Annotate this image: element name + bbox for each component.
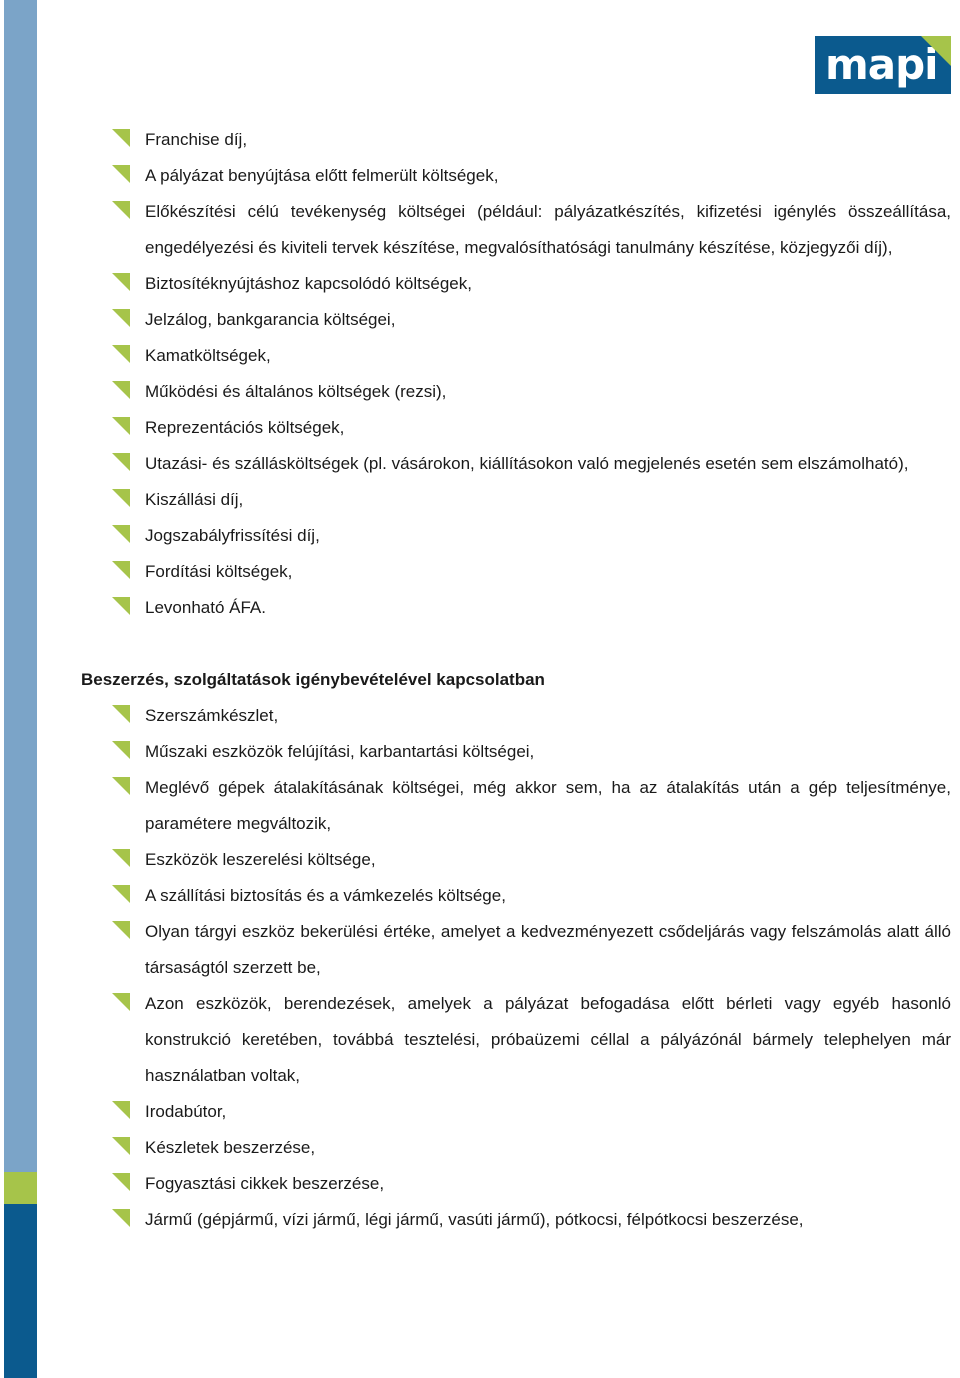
triangle-bullet-icon (112, 705, 130, 723)
list-item-text: Készletek beszerzése, (145, 1138, 316, 1157)
list-item-text: A szállítási biztosítás és a vámkezelés költsége, (145, 886, 506, 905)
list-item (145, 698, 951, 734)
section-heading: Beszerzés, szolgáltatások igénybevételével kapcsolatban (81, 670, 545, 689)
list-item (145, 1130, 951, 1166)
list-item-text: Biztosítéknyújtáshoz kapcsolódó költségek, (145, 274, 472, 293)
document-body (0, 122, 960, 1238)
list-item-text: Jelzálog, bankgarancia költségei, (145, 310, 396, 329)
triangle-bullet-icon (112, 993, 130, 1011)
excluded-costs-list (0, 122, 960, 626)
list-item (145, 1166, 951, 1202)
list-item-text: Jogszabályfrissítési díj, (145, 526, 320, 545)
list-item (145, 266, 951, 302)
list-item (145, 122, 951, 158)
list-item (145, 482, 951, 518)
list-item-text: Irodabútor, (145, 1102, 227, 1121)
triangle-bullet-icon (112, 273, 130, 291)
triangle-bullet-icon (112, 345, 130, 363)
triangle-bullet-icon (112, 201, 130, 219)
logo-accent-triangle (921, 36, 951, 66)
list-item (145, 302, 951, 338)
list-item (145, 914, 951, 986)
triangle-bullet-icon (112, 165, 130, 183)
triangle-bullet-icon (112, 381, 130, 399)
list-item-text: Műszaki eszközök felújítási, karbantartási költségei, (145, 742, 535, 761)
list-item-text: Kiszállási díj, (145, 490, 244, 509)
list-item-text: Szerszámkészlet, (145, 706, 279, 725)
list-item-text: Eszközök leszerelési költsége, (145, 850, 376, 869)
triangle-bullet-icon (112, 1137, 130, 1155)
triangle-bullet-icon (112, 1101, 130, 1119)
list-item (145, 338, 951, 374)
list-item (145, 770, 951, 842)
triangle-bullet-icon (112, 417, 130, 435)
triangle-bullet-icon (112, 129, 130, 147)
procurement-excluded-list (0, 698, 960, 1238)
list-item (145, 518, 951, 554)
triangle-bullet-icon (112, 525, 130, 543)
list-item-text: A pályázat benyújtása előtt felmerült költségek, (145, 166, 499, 185)
list-item (145, 842, 951, 878)
triangle-bullet-icon (112, 1209, 130, 1227)
mapi-logo (815, 36, 951, 94)
list-item (145, 158, 951, 194)
list-item-text: Meglévő gépek átalakításának költségei, még akkor sem, ha az átalakítás után a gép teljesítménye, paramétere megváltozik, (145, 778, 951, 833)
list-item-text: Azon eszközök, berendezések, amelyek a pályázat befogadása előtt bérleti vagy egyéb hasonló konstrukció keretében, továbbá tesztelési, próbaüzemi céllal a pályázónál bármely telephelyen már használatban voltak, (145, 994, 951, 1085)
logo-text: mapi (825, 40, 938, 89)
triangle-bullet-icon (112, 849, 130, 867)
list-item (145, 878, 951, 914)
list-item-text: Kamatköltségek, (145, 346, 271, 365)
list-item-text: Fogyasztási cikkek beszerzése, (145, 1174, 385, 1193)
list-item (145, 1094, 951, 1130)
triangle-bullet-icon (112, 309, 130, 327)
triangle-bullet-icon (112, 597, 130, 615)
list-item-text: Franchise díj, (145, 130, 248, 149)
list-item-text: Jármű (gépjármű, vízi jármű, légi jármű, vasúti jármű), pótkocsi, félpótkocsi beszerzése, (145, 1210, 804, 1229)
triangle-bullet-icon (112, 1173, 130, 1191)
list-item-text: Fordítási költségek, (145, 562, 293, 581)
triangle-bullet-icon (112, 489, 130, 507)
triangle-bullet-icon (112, 561, 130, 579)
triangle-bullet-icon (112, 453, 130, 471)
list-item (145, 986, 951, 1094)
list-item-text: Előkészítési célú tevékenység költségei (például: pályázatkészítés, kifizetési igénylés összeállítása, engedélyezési és kiviteli tervek készítése, megvalósíthatósági tanulmány készítése, közjegyzői díj), (145, 202, 951, 257)
list-item (145, 554, 951, 590)
list-item (145, 734, 951, 770)
list-item (145, 410, 951, 446)
list-item (145, 1202, 951, 1238)
triangle-bullet-icon (112, 921, 130, 939)
list-item-text: Olyan tárgyi eszköz bekerülési értéke, amelyet a kedvezményezett csődeljárás vagy felszámolás alatt álló társaságtól szerzett be, (145, 922, 951, 977)
list-item-text: Utazási- és szállásköltségek (pl. vásárokon, kiállításokon való megjelenés esetén sem elszámolható), (145, 454, 909, 473)
list-item-text: Levonható ÁFA. (145, 598, 266, 617)
triangle-bullet-icon (112, 741, 130, 759)
list-item-text: Működési és általános költségek (rezsi), (145, 382, 447, 401)
list-item-text: Reprezentációs költségek, (145, 418, 345, 437)
list-item (145, 590, 951, 626)
triangle-bullet-icon (112, 885, 130, 903)
triangle-bullet-icon (112, 777, 130, 795)
list-item (145, 446, 951, 482)
list-item (145, 374, 951, 410)
list-item (145, 194, 951, 266)
